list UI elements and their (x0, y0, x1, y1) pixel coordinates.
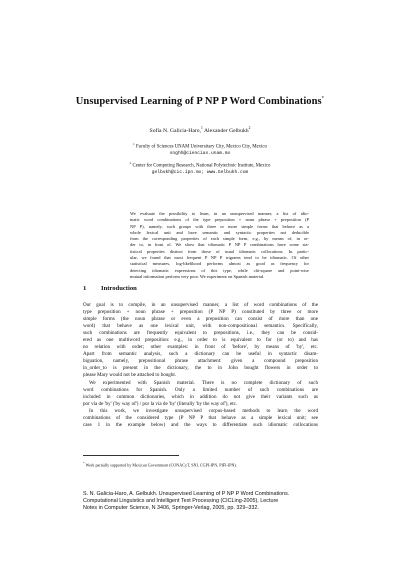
footnote-mark: * (83, 461, 85, 465)
abstract-line: NP P), namely, such groups with three or more simple forms that behave as a (130, 223, 309, 229)
abstract-line: ular, we found that most frequent P NP P trigrams tend to be idiomatic. Of other (130, 255, 309, 261)
body-line: Apart from semantic analysis, such a dictionary can be useful in syntactic disam- (83, 351, 318, 358)
body-text (83, 302, 318, 429)
body-line: included in common dictionaries, which in addition do not give their variants such as (83, 393, 318, 400)
title-footnote-mark: * (321, 96, 325, 102)
author-name: Sofía N. Galicia-Haro, (149, 127, 202, 134)
body-line: in_order_to is present in the dictionary, the to in John bought flowers in order to (83, 365, 318, 372)
body-line: biguation, namely, prepositional phrase attachment: given a compound preposition (83, 358, 318, 365)
body-line: simple forms (the noun phrase or even a preposition can consist of more than one (83, 316, 318, 323)
body-line: please Mary would not be attached to bought. (83, 372, 177, 379)
body-line: por vía de 'by' ('by way of') / por la vía de 'by' (literally 'by the way of'), etc. (83, 400, 238, 407)
abstract-line: der to, in front of. We show that idiomatic P NP P combinations have some sta- (130, 242, 309, 248)
section-number: 1 (83, 285, 87, 292)
body-line: such combinations are frequently equivalent to prepositions, i.e., they can be consid- (83, 330, 318, 337)
abstract-line: tistical properties distinct from those of usual idiomatic collocations. In partic- (130, 248, 309, 254)
affiliation-2 (0, 160, 400, 176)
body-line: combinations of the considered type (P NP P that behave as a simple lexical unit; see (83, 414, 318, 421)
author-name: Alexander Gelbukh (203, 127, 249, 134)
abstract-line: whole lexical unit and have semantic and syntactic properties not deducible (130, 229, 309, 235)
affiliation-email: gelbukh@cic.ipn.mx; www.Gelbukh.com (151, 169, 249, 175)
affiliation-1 (0, 141, 400, 157)
body-line: ered as one multiword preposition: e.g., in order to is equivalent to for (or to) and has (83, 337, 318, 344)
abstract-line: We evaluate the possibility to learn, in an unsupervised manner, a list of idio- (130, 211, 309, 216)
body-line: type preposition + noun phrase + preposition (P NP P) constituted by three or more (83, 309, 318, 316)
affiliation-text: Center for Computing Research, National Polytechnic Institute, Mexico (132, 163, 271, 169)
abstract-line: statistical measures, log-likelihood performs almost as good as frequency for (130, 261, 309, 267)
section-title: Introduction (101, 285, 137, 292)
citation-line: Computational Linguistics and Intelligent Text Processing (CICLing-2005), Lecture (83, 498, 279, 505)
author-line (0, 126, 400, 134)
footnote (83, 461, 237, 467)
body-line: word combinations for Spanish. Only a limited number of such combinations are (83, 386, 318, 393)
abstract-line: mutual information perform very poor. We experiment on Spanish material. (130, 273, 265, 279)
body-line: Our goal is to compile, in an unsupervised manner, a list of word combinations of the (83, 302, 318, 308)
body-line: word) that behave as one lexical unit, with non-compositional semantics. Specifically, (83, 323, 318, 330)
title-text: Unsupervised Learning of P NP P Word Combinations (75, 96, 322, 107)
body-line: no relation with order; other examples: in front of 'before', by means of 'by', etc. (83, 344, 318, 351)
body-line: We experimented with Spanish material. There is no complete dictionary of such (89, 379, 318, 386)
citation-block (83, 491, 323, 512)
citation-line: Notes in Computer Science, N 3406, Springer-Verlag, 2005, pp. 329–332. (83, 505, 259, 512)
body-line: In this work, we investigate unsupervised corpus-based methods to learn the word (89, 407, 318, 414)
abstract-line: detecting idiomatic expressions of this type, while chi-square and point-wise (130, 267, 309, 273)
footnote-text: Work partially supported by Mexican Government (CONACyT, SNI, CGPI-IPN, PIFI-IPN). (85, 462, 237, 468)
affiliation-email: snghh@ciencias.unam.mx (169, 150, 231, 156)
abstract (130, 211, 309, 280)
body-line: case 1 in the example below) and the ways to differentiate such idiomatic collocations (83, 421, 318, 428)
affiliation-text: Faculty of Sciences UNAM Universitary City, Mexico City, Mexico (135, 144, 267, 150)
abstract-line: matic word combinations of the type preposition + noun phrase + preposition (P (130, 217, 309, 223)
affiliation-mark: 2 (129, 161, 132, 165)
author-affiliation-mark: 2 (248, 126, 251, 130)
citation-line: S. N. Galicia-Haro, A. Gelbukh. Unsupervised Learning of P NP P Word Combinations. (83, 491, 290, 497)
affiliation-mark: 1 (133, 142, 135, 146)
author-affiliation-mark: 1 (201, 126, 203, 130)
paper-title (0, 96, 400, 107)
section-heading (83, 285, 137, 292)
abstract-line: from the corresponding properties of each simple form, e.g., by means of, in or- (130, 236, 309, 242)
footnote-rule (83, 455, 179, 456)
